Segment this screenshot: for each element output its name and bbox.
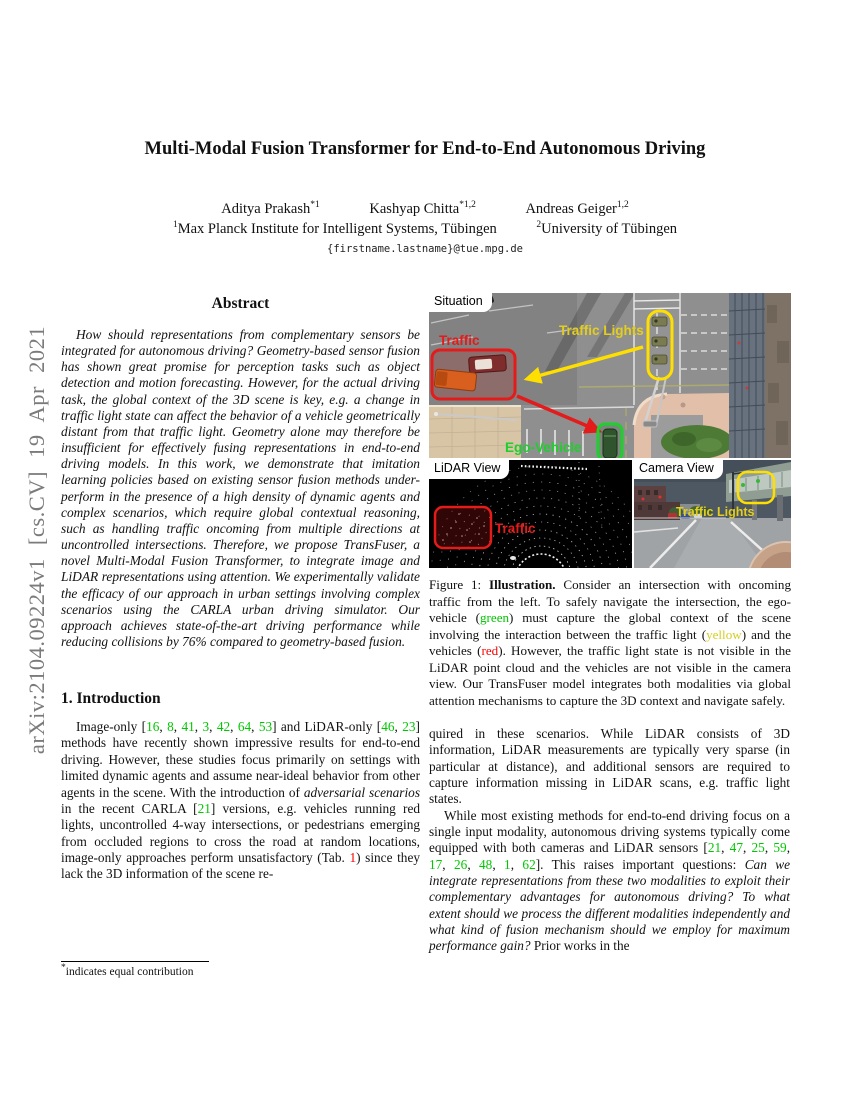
traffic-lights-label: Traffic Lights: [559, 323, 644, 338]
text-segment: ,: [194, 719, 203, 735]
citation-link[interactable]: 3: [202, 719, 210, 735]
camera-panel: [634, 460, 791, 568]
lidar-panel-label: LiDAR View: [429, 460, 509, 479]
footnote: *indicates equal contribution: [61, 961, 420, 978]
text-segment: ). However, the traffic light state is not visible in the LiDAR point cloud and the vehicles are not visible in the camera view. Our TransFuser model integrates both modalities via global attention mechanisms to capture the 3D context and navigate safely.: [429, 643, 791, 708]
text-segment: ,: [492, 856, 505, 872]
text-segment: ,: [442, 856, 455, 872]
lidar-traffic-label: Traffic: [495, 521, 536, 536]
camera-traffic-lights-label: Traffic Lights: [676, 505, 755, 519]
paper-title: Multi-Modal Fusion Transformer for End-to-End Autonomous Driving: [144, 139, 706, 159]
author-2: Kashyap Chitta$^{*1,2}$: [369, 200, 476, 217]
citation-link[interactable]: 8: [167, 719, 174, 735]
affiliation-1: $^1$Max Planck Institute for Intelligent Systems, Tübingen: [172, 220, 497, 237]
citation-link[interactable]: 16: [146, 719, 160, 735]
figure-caption: [429, 577, 791, 709]
traffic-label: Traffic: [439, 333, 480, 348]
text-segment: Image-only [: [76, 719, 147, 735]
abstract-heading: Abstract: [211, 295, 270, 312]
text-segment: green: [479, 610, 510, 625]
citation-link[interactable]: 25: [751, 840, 765, 856]
citation-link[interactable]: 64: [237, 719, 252, 735]
text-segment: Illustration.: [489, 577, 556, 592]
situation-panel-label: Situation: [429, 293, 492, 312]
text-segment: ,: [251, 719, 259, 735]
text-segment: ] methods have recently shown impressive results for end-to-end driving. However, these studies focus primarily on settings with limited dynamic agents and assume near-ideal behavior from other agents in the scene. With the introduction of: [61, 719, 420, 800]
author-list: [0, 201, 850, 218]
citation-link[interactable]: 48: [479, 856, 493, 872]
text-segment: Figure 1:: [429, 577, 489, 592]
text-segment: ) and the vehicles (: [429, 626, 792, 658]
citation-link[interactable]: 21: [197, 800, 211, 816]
text-segment: Can we integrate representations from these two modalities to exploit their complementary advantages for autonomous driving? To what extent should we process the different modalities independently and what kind of fusion mechanism should we employ for maximum performance gain?: [429, 856, 791, 954]
citation-link[interactable]: 46: [381, 719, 395, 735]
citation-link[interactable]: 59: [773, 840, 787, 856]
citation-link[interactable]: 17: [429, 856, 443, 872]
citation-link[interactable]: 26: [454, 856, 468, 872]
text-segment: ,: [173, 719, 182, 735]
text-segment: ,: [159, 719, 168, 735]
camera-panel-label: Camera View: [634, 460, 723, 479]
citation-link[interactable]: 1: [504, 856, 511, 872]
text-segment: ,: [721, 840, 730, 856]
ego-vehicle-label: Ego-Vehicle: [505, 440, 582, 455]
footnote-rule: [61, 961, 209, 962]
text-segment: ,: [394, 719, 403, 735]
text-segment: Consider an intersection with oncoming traffic from the left. To safely navigate the intersection, the ego-vehicle (: [429, 577, 791, 625]
text-segment: ] and LiDAR-only [: [272, 719, 382, 735]
citation-link[interactable]: 1: [349, 849, 357, 865]
citation-link[interactable]: 47: [729, 840, 743, 856]
right-column-paragraph-2: [429, 808, 790, 955]
text-segment: yellow: [706, 626, 742, 642]
citation-link[interactable]: 53: [258, 719, 273, 735]
author-3: Andreas Geiger$^{1,2}$: [525, 200, 629, 217]
affiliation-2: $^2$University of Tübingen: [536, 220, 678, 237]
text-segment: ,: [467, 856, 480, 872]
text-segment: ,: [510, 856, 523, 872]
situation-scene: [429, 293, 791, 458]
text-segment: ,: [230, 719, 238, 735]
contact-email: {firstname.lastname}@tue.mpg.de: [327, 243, 523, 255]
citation-link[interactable]: 21: [707, 840, 722, 856]
text-segment: While most existing methods for end-to-end driving focus on a single input modality, autonomous driving systems typically come equipped with both cameras and LiDAR sensors [: [429, 807, 790, 856]
text-segment: Prior works in the: [530, 938, 630, 954]
text-segment: ,: [209, 719, 217, 735]
citation-link[interactable]: 62: [522, 856, 536, 872]
author-1: Aditya Prakash$^{*1}$: [221, 200, 320, 217]
text-segment: in the recent CARLA [: [61, 800, 198, 816]
introduction-heading: 1. Introduction: [61, 690, 161, 708]
text-segment: ]. This raises important questions:: [535, 856, 745, 872]
left-column: [61, 295, 420, 883]
situation-panel: [429, 293, 791, 458]
introduction-paragraph: [61, 719, 420, 882]
citation-link[interactable]: 41: [181, 719, 195, 735]
text-segment: red: [481, 643, 499, 658]
right-column-paragraph-1: quired in these scenarios. While LiDAR consists of 3D information, LiDAR measurements are typically very sparse (in particular at distance), and additional sensors are required to capture information missing in LiDAR scans, e.g. traffic light states.: [429, 726, 790, 807]
text-segment: ,: [742, 840, 752, 856]
abstract-text: How should representations from complementary sensors be integrated for autonomous driving? Geometry-based sensor fusion has shown great promise for perception tasks such as object detection and motion forecasting. However, for the actual driving task, the global context of the 3D scene is key, e.g. a change in traffic light state can affect the behavior of a vehicle geometrically distant from that traffic light. Geometry alone may therefore be insufficient for effectively fusing representations in end-to-end driving models. In this work, we demonstrate that imitation learning policies based on existing sensor fusion methods under-perform in the presence of a high density of dynamic agents and complex scenarios, which require global contextual reasoning, such as handling traffic oncoming from multiple directions at uncontrolled intersections. Therefore, we propose TransFuser, a novel Multi-Modal Fusion Transformer, to integrate image and LiDAR representations using attention. We experimentally validate the efficacy of our approach in urban settings involving complex scenarios using the CARLA urban driving simulator. Our approach achieves state-of-the-art driving performance while reducing collisions by 76% compared to geometry-based fusion.: [61, 327, 420, 649]
text-segment: ] versions, e.g. vehicles running red lights, uncontrolled 4-way intersections, or pedestrians emerging from occluded regions to cross the road at random locations, image-only approaches perform unsatisfactory (Tab.: [61, 800, 420, 865]
text-segment: adversarial scenarios: [303, 784, 420, 800]
text-segment: ) since they lack the 3D information of the scene re-: [61, 849, 421, 882]
text-segment: ,: [786, 840, 791, 856]
arxiv-stamp: arXiv:2104.09224v1 [cs.CV] 19 Apr 2021: [24, 325, 49, 755]
right-column: [429, 293, 790, 955]
citation-link[interactable]: 23: [402, 719, 416, 735]
lidar-traffic-annotation-box: [435, 507, 491, 548]
affiliation-list: [0, 221, 850, 238]
text-segment: ) must capture the global context of the scene involving the interaction between the traffic light (: [429, 610, 791, 642]
citation-link[interactable]: 42: [216, 719, 231, 735]
lidar-panel: [429, 460, 632, 568]
figure-1: [429, 293, 791, 709]
text-segment: ,: [764, 840, 774, 856]
